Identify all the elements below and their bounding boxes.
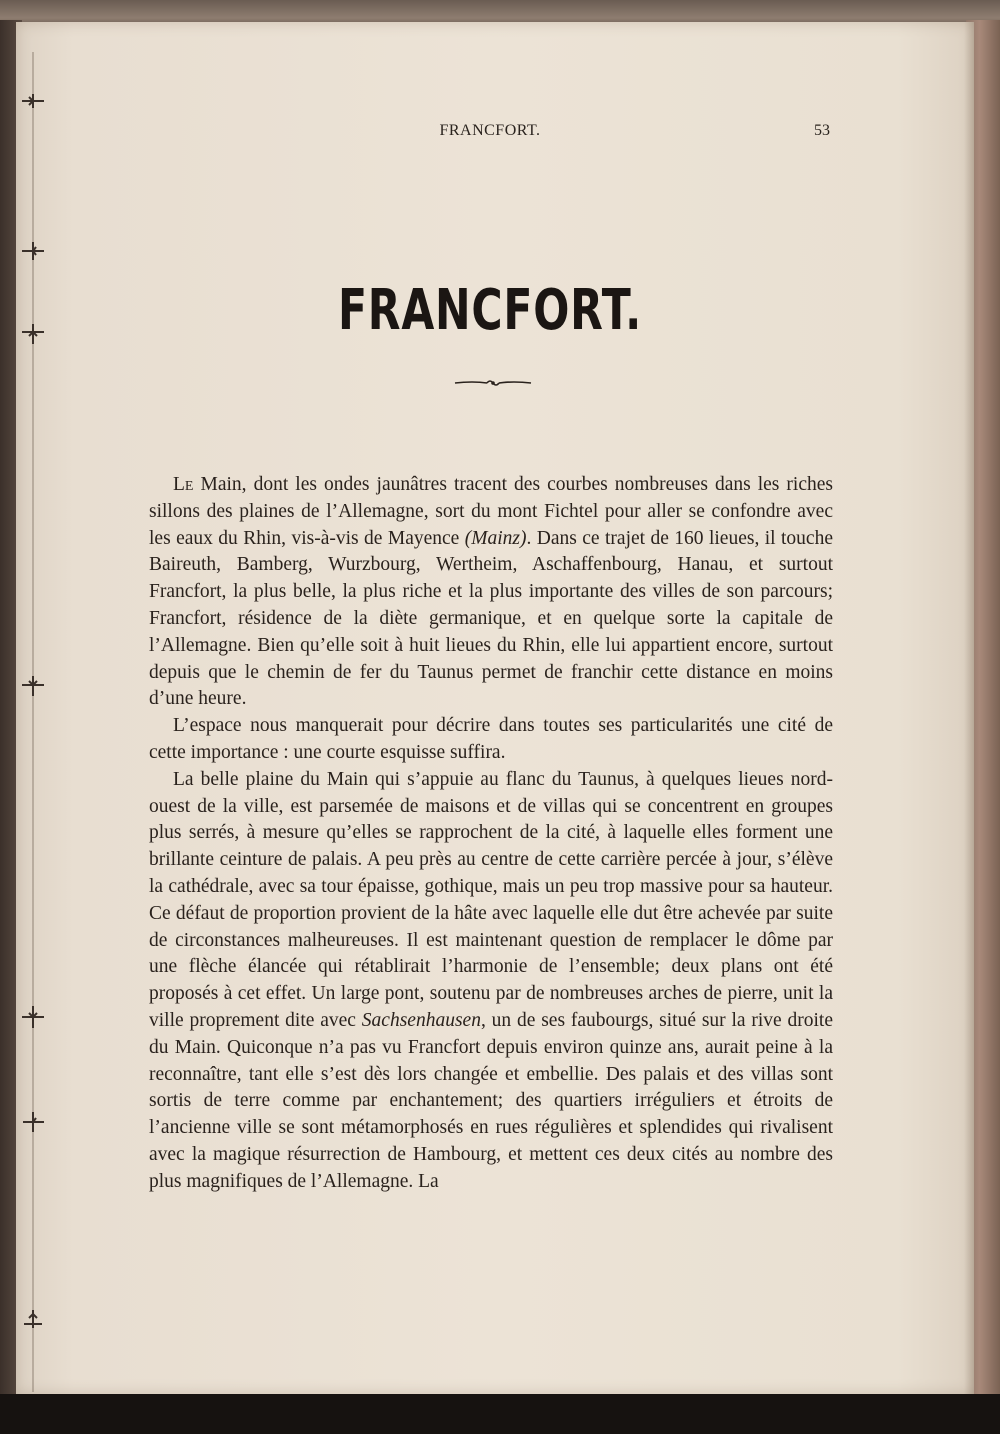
chapter-title: FRANCFORT. [337, 278, 643, 343]
book-bottom-shadow [0, 1394, 1000, 1434]
binding-mark-icon [20, 1306, 46, 1332]
paragraph-3 [149, 767, 833, 1196]
paragraph-1-text-b: . Dans ce trajet de 160 lieues, il touche Baireuth, Bamberg, Wurzbourg, Wertheim, Aschaffenbourg, Hanau, et surtout Francfort, la plus belle, la plus riche et la plus importante des villes de son parcours; Francfort, résidence de la diète germanique, et en quelque sorte la capitale de l’Allemagne. Bien qu’elle soit à huit lieues du Rhin, elle lui appartient encore, surtout depuis que le chemin de fer du Taunus permet de franchir cette distance en moins d’une heure. [149, 527, 833, 710]
running-head-title: FRANCFORT. [439, 122, 541, 139]
paragraph-1-italic: (Mainz) [464, 527, 527, 549]
paragraph-1 [149, 472, 833, 713]
page-number: 53 [814, 122, 830, 139]
binding-mark-icon [20, 238, 46, 264]
paragraph-1-text-a: Main, dont les ondes jaunâtres tracent des courbes nombreuses dans les riches sillons des plaines de l’Allemagne, sort du mont Fichtel pour aller se confondre avec les eaux du Rhin, vis-à-vis de Mayence [149, 474, 833, 549]
page-edge-shadow [964, 22, 974, 1394]
drop-word: Le [173, 474, 194, 495]
paragraph-3-text-b: , un de ses faubourgs, situé sur la rive droite du Main. Quiconque n’a pas vu Francfort depuis environ quinze ans, aurait peine à la reconnaître, tant elle s’est dès lors changée et embellie. Des palais et des villas sont sortis de terre comme par enchantement; des quartiers irréguliers et étroits de l’ancienne ville se sont métamorphosés en rues régulières et splendides qui rivalisent avec la magique résurrection de Hambourg, et mettent ces deux cités au nombre des plus magnifiques de l’Allemagne. La [149, 1009, 834, 1192]
binding-mark-icon [20, 88, 46, 114]
paragraph-3-italic: Sachsenhausen [361, 1009, 481, 1031]
binding-mark-icon [20, 1004, 46, 1030]
binding-mark-icon [20, 320, 46, 346]
ornament-rule-icon [453, 376, 533, 390]
paragraph-3-text-a: La belle plaine du Main qui s’appuie au flanc du Taunus, à quelques lieues nord-ouest de la ville, est parsemée de maisons et de villas qui se concentrent en groupes plus serrés, à mesure qu’elles se rapprochent de la cité, à laquelle elles forment une brillante ceinture de palais. A peu près au centre de cette carrière percée à jour, s’élève la cathédrale, avec sa tour épaisse, gothique, mais un peu trop massive pour sa hauteur. Ce défaut de proportion provient de la hâte avec laquelle elle dut être achevée par suite de circonstances malheureuses. Il est maintenant question de remplacer le dôme par une flèche élancée qui rétablirait l’harmonie de l’ensemble; deux plans ont été proposés à cet effet. Un large pont, soutenu par de nombreuses arches de pierre, unit la ville proprement dite avec [149, 768, 833, 1031]
running-head [150, 122, 830, 152]
binding-mark-icon [20, 672, 46, 698]
binding-mark-icon [20, 1108, 46, 1134]
body-text [149, 472, 833, 1196]
paragraph-2: L’espace nous manquerait pour décrire dans toutes ses particularités une cité de cette importance : une courte esquisse suffira. [149, 715, 833, 763]
